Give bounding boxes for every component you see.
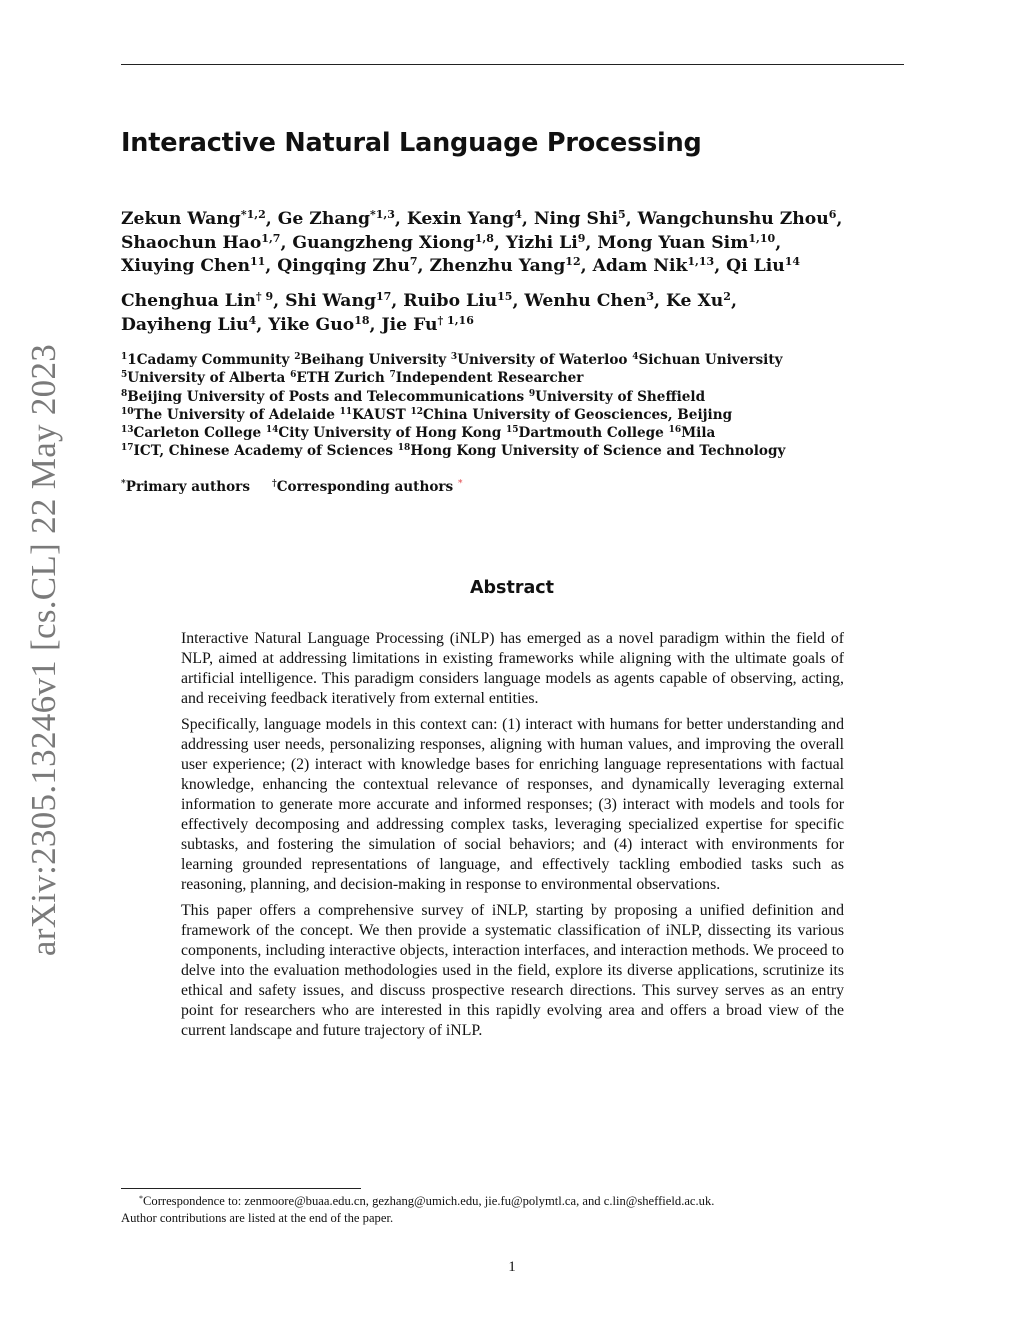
author: Ruibo Liu$^{15}$, bbox=[403, 290, 525, 311]
abstract-paragraph: Specifically, language models in this context can: (1) interact with humans for better understanding and addressing user needs, personalizing responses, aligning with human values, and improving the overall user experience; (2) interact with knowledge bases for enriching language representations with factual knowledge, enhancing the contextual relevance of responses, and dynamically leveraging external information to generate more accurate and informed responses; (3) interact with models and tools for effectively decomposing and addressing complex tasks, leveraging specialized expertise for specific subtasks, and fostering the simulation of social behaviors; and (4) interact with environments for learning grounded representations of language, and effectively tackling embodied tasks such as reasoning, planning, and decision-making in response to environmental observations. bbox=[181, 716, 844, 893]
author: Ge Zhang$^{*1,3}$, bbox=[277, 208, 407, 229]
author: Yike Guo$^{18}$, bbox=[268, 313, 382, 335]
author-notes: *Primary authors †Corresponding authors * bbox=[121, 479, 463, 495]
affiliation: $^1$1Cadamy Community bbox=[121, 352, 295, 368]
affiliation: $^{15}$Dartmouth College bbox=[506, 425, 669, 442]
affiliation: $^7$Independent Researcher bbox=[389, 370, 584, 387]
author: Zekun Wang$^{*1,2}$, bbox=[121, 208, 278, 229]
affiliation: $^8$Beijing University of Posts and Telecommunications bbox=[121, 388, 529, 405]
affiliation-list bbox=[121, 351, 785, 461]
footnote: *Correspondence to: zenmoore@buaa.edu.cn, gezhang@umich.edu, jie.fu@polymtl.ca, and c.lin@sheffield.ac.uk. Author contributions are listed at the end of the paper. bbox=[121, 1193, 904, 1226]
footnote-rule bbox=[121, 1188, 361, 1189]
affiliation: $^{11}$KAUST bbox=[339, 406, 411, 423]
author: Adam Nik$^{1,13}$, bbox=[592, 255, 727, 276]
author: Shi Wang$^{17}$, bbox=[285, 290, 404, 311]
primary-authors-note: Primary authors bbox=[125, 479, 250, 495]
affiliation: $^{14}$City University of Hong Kong bbox=[265, 425, 507, 442]
author: Ke Xu$^2$, bbox=[665, 290, 737, 311]
author: Guangzheng Xiong$^{1,8}$, bbox=[292, 231, 506, 253]
author: Chenghua Lin$^{\dagger 9}$, bbox=[121, 290, 286, 311]
author: Kexin Yang$^4$, bbox=[406, 208, 534, 229]
author: Ning Shi$^5$, bbox=[533, 208, 638, 229]
abstract-heading: Abstract bbox=[469, 578, 555, 598]
arxiv-identifier[interactable]: arXiv:2305.13246v1 [cs.CL] 22 May 2023 bbox=[24, 343, 63, 957]
corresponding-authors-note: Corresponding authors bbox=[276, 479, 454, 495]
page-number: 1 bbox=[508, 1259, 516, 1275]
affiliation: $^{10}$The University of Adelaide bbox=[121, 406, 340, 423]
affiliation: $^6$ETH Zurich bbox=[290, 370, 390, 387]
author: Zhenzhu Yang$^{12}$, bbox=[429, 255, 593, 276]
affiliation: $^5$University of Alberta bbox=[121, 370, 291, 387]
affiliation: $^{18}$Hong Kong University of Science and Technology bbox=[397, 443, 786, 460]
author: Wangchunshu Zhou$^6$, bbox=[637, 208, 843, 229]
paper-title: Interactive Natural Language Processing bbox=[121, 128, 702, 158]
author-list-primary bbox=[121, 208, 842, 279]
affiliation: $^3$University of Waterloo bbox=[450, 352, 633, 368]
affiliation: $^{16}$Mila bbox=[668, 425, 716, 442]
abstract-paragraph: Interactive Natural Language Processing (iNLP) has emerged as a novel paradigm within the field of NLP, aimed at addressing limitations in existing frameworks while aligning with the ultimate goals of artificial intelligence. This paradigm considers language models as agents capable of observing, acting, and receiving feedback iteratively from external entities. bbox=[181, 630, 844, 707]
author: Qi Liu$^{14}$ bbox=[726, 255, 801, 276]
author: Dayiheng Liu$^4$, bbox=[121, 313, 269, 335]
author: Xiuying Chen$^{11}$, bbox=[121, 255, 278, 276]
author: Yizhi Li$^9$, bbox=[505, 231, 598, 253]
author: Shaochun Hao$^{1,7}$, bbox=[121, 231, 293, 253]
affiliation: $^{13}$Carleton College bbox=[121, 425, 266, 442]
affiliation: $^{17}$ICT, Chinese Academy of Sciences bbox=[121, 443, 398, 460]
footnote-link-mark[interactable]: * bbox=[457, 479, 463, 489]
affiliation: $^9$University of Sheffield bbox=[528, 388, 706, 405]
header-rule bbox=[121, 64, 904, 65]
author: Wenhu Chen$^3$, bbox=[524, 290, 666, 311]
abstract-body bbox=[181, 629, 844, 1047]
author: Qingqing Zhu$^7$, bbox=[277, 255, 430, 276]
affiliation: $^{12}$China University of Geosciences, Beijing bbox=[410, 406, 733, 423]
author-list-corresponding bbox=[121, 290, 737, 337]
author: Jie Fu$^{\dagger 1,16}$ bbox=[381, 313, 474, 335]
contributions-note: Author contributions are listed at the end of the paper. bbox=[121, 1210, 394, 1225]
affiliation: $^2$Beihang University bbox=[294, 352, 451, 368]
abstract-paragraph: This paper offers a comprehensive survey of iNLP, starting by proposing a unified definition and framework of the concept. We then provide a systematic classification of iNLP, dissecting its various components, including interactive objects, interaction interfaces, and interaction methods. We proceed to delve into the evaluation methodologies used in the field, explore its diverse applications, scrutinize its ethical and safety issues, and discuss prospective research directions. This survey serves as an entry point for researchers who are interested in this rapidly evolving area and offers a broad view of the current landscape and future trajectory of iNLP. bbox=[181, 902, 844, 1039]
affiliation: $^4$Sichuan University bbox=[632, 352, 783, 368]
author: Mong Yuan Sim$^{1,10}$, bbox=[597, 231, 782, 253]
correspondence-note: Correspondence to: zenmoore@buaa.edu.cn, gezhang@umich.edu, jie.fu@polymtl.ca, and c.lin@sheffield.ac.uk. bbox=[143, 1194, 715, 1208]
